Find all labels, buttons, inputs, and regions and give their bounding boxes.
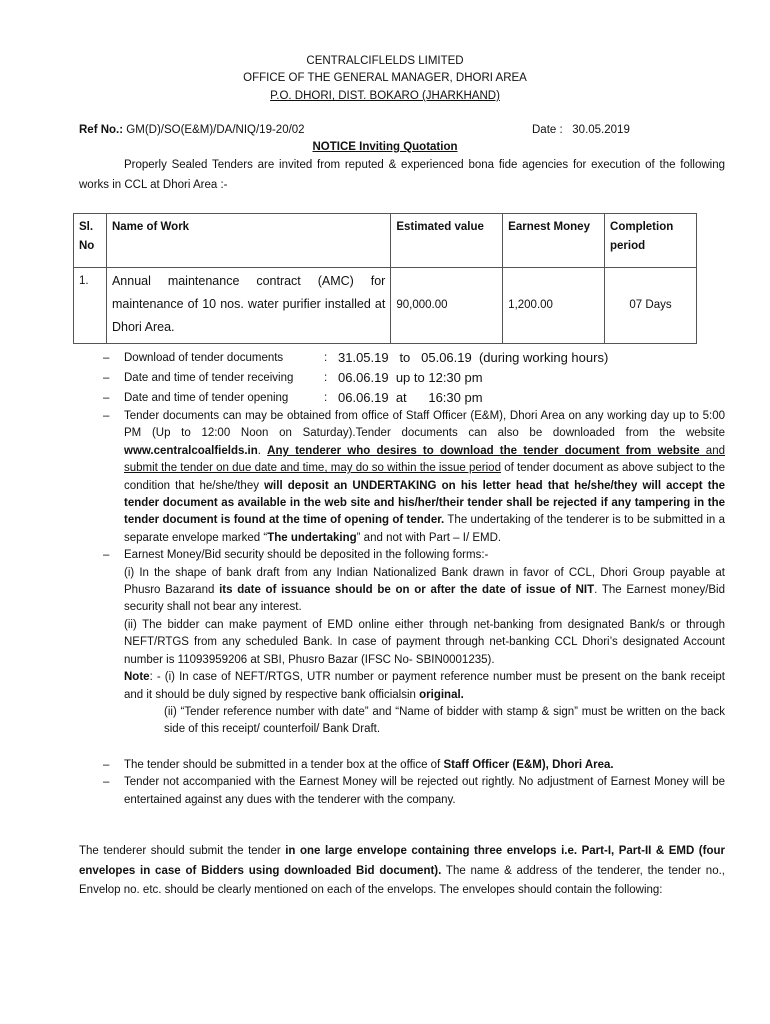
submission-text: The tender should be submitted in a tender box at the office of <box>124 758 444 771</box>
works-table <box>73 213 697 344</box>
office-name: OFFICE OF THE GENERAL MANAGER, DHORI AREA <box>243 72 527 84</box>
col-header-work: Name of Work <box>106 214 390 268</box>
cell-sl: 1. <box>74 268 107 344</box>
ref-value: GM(D)/SO(E&M)/DA/NIQ/19-20/02 <box>126 124 305 136</box>
note-1-text: : - (i) In case of NEFT/RTGS, UTR number or payment reference number must be present on the bank receipt and it should be duly signed by respective bank officialsin <box>124 671 725 701</box>
notice-title: NOTICE Inviting Quotation <box>312 141 458 153</box>
office-address-line <box>0 88 770 105</box>
date-label: Date : <box>532 124 563 136</box>
schedule-value: 31.05.19 to 05.06.19 (during working hours) <box>338 350 609 365</box>
website-link[interactable]: www.centralcoalfields.in <box>124 444 258 457</box>
notice-date <box>532 122 630 139</box>
note-label: Note <box>124 671 150 684</box>
cell-completion: 07 Days <box>605 268 697 344</box>
emd-option-1-bold: its date of issuance should be on or after the date of issue of NIT <box>219 584 595 597</box>
company-name: CENTRALCIFLELDS LIMITED <box>306 55 464 67</box>
dash-bullet: – <box>103 372 110 384</box>
ref-label: Ref No.: <box>79 124 124 136</box>
emd-option-1 <box>124 565 725 617</box>
col-header-sl: Sl. No <box>74 214 107 268</box>
list-item <box>103 348 725 368</box>
download-condition-cont: and submit the tender on due date and time, may do so within the issue period <box>124 444 725 475</box>
cell-earnest: 1,200.00 <box>503 268 605 344</box>
tender-docs-text: . <box>257 444 268 457</box>
schedule-value: 06.06.19 at 16:30 pm <box>338 390 483 405</box>
tender-docs-item <box>103 408 725 547</box>
list-item <box>103 368 725 388</box>
undertaking-label: The undertaking <box>267 531 357 544</box>
schedule-label: Download of tender documents <box>124 352 284 364</box>
schedule-label: Date and time of tender receiving <box>124 372 294 384</box>
tender-docs-text: ” and not with Part – I/ EMD. <box>356 531 502 544</box>
emd-option-1-tail: . The Earnest money/Bid security shall not bear any interest. <box>124 584 726 614</box>
ref-number <box>79 122 305 139</box>
notice-title-line <box>0 139 770 156</box>
emd-note-1 <box>124 669 725 704</box>
rejection-text: Tender not accompanied with the Earnest Money will be rejected out rightly. No adjustment of Earnest Money will be entertained against any dues with the tenderer with the company. <box>124 776 725 806</box>
dash-bullet: – <box>103 410 110 422</box>
dash-bullet: – <box>103 392 110 404</box>
col-header-earnest: Earnest Money <box>503 214 605 268</box>
intro-paragraph: Properly Sealed Tenders are invited from reputed & experienced bona fide agencies for execution of the following works in CCL at Dhori Area :- <box>79 159 725 191</box>
final-text: The tenderer should submit the tender <box>79 845 286 857</box>
submission-office: Staff Officer (E&M), Dhori Area. <box>443 758 614 771</box>
emd-option-2: (ii) The bidder can make payment of EMD online either through net-banking from designated Bank/s or through NEFT/RTGS from any scheduled Bank. In case of payment through net-banking CCL Dhori’s designated Account number is 11093959206 at SBI, Phusro Bazar (IFSC No- SBIN0001235). <box>124 618 725 666</box>
col-header-estimated: Estimated value <box>391 214 503 268</box>
undertaking-condition: will deposit an UNDERTAKING on his letter head that he/she/they will accept the tender document as available in the web site and his/her/their tender shall be rejected if any tampering in the tender document is found at the time of opening of tender. <box>124 479 725 527</box>
emd-option-1-text: (i) In the shape of bank draft from any Indian Nationalized Bank drawn in favor of CCL, Dhori Group payable at Phusro Bazarand <box>124 566 725 597</box>
cell-work: Annual maintenance contract (AMC) for maintenance of 10 nos. water purifier installed at Dhori Area. <box>106 268 390 344</box>
final-paragraph <box>79 842 725 901</box>
date-value: 30.05.2019 <box>572 124 630 136</box>
tender-docs-text: The undertaking of the tenderer is to be submitted in a separate envelope marked “ <box>124 514 726 544</box>
schedule-value: 06.06.19 up to 12:30 pm <box>338 370 483 385</box>
office-address: P.O. DHORI, DIST. BOKARO (JHARKHAND) <box>270 90 500 102</box>
tender-docs-text: Tender documents can may be obtained from office of Staff Officer (E&M), Dhori Area on any working day up to 5:00 PM (Up to 12:00 Noon on Saturday).Tender documents can also be downloaded from the website <box>124 410 725 440</box>
download-condition: Any tenderer who desires to download the tender document from website <box>267 444 700 457</box>
list-item <box>103 388 725 408</box>
dash-bullet: – <box>103 352 110 364</box>
table-header-row <box>74 214 697 268</box>
tender-docs-text: of tender document as above subject to the condition that he/she/they <box>124 462 725 492</box>
final-envelopes: in one large envelope containing three envelops i.e. Part-I, Part-II & EMD (four envelopes in case of Bidders using downloaded Bid document). <box>79 845 725 877</box>
dash-bullet: – <box>103 758 110 771</box>
dash-bullet: – <box>103 549 110 562</box>
schedule-sep: : <box>324 352 328 364</box>
emd-item <box>103 547 725 738</box>
note-1-bold: original. <box>419 688 464 701</box>
submission-item <box>103 757 725 774</box>
final-text-tail: The name & address of the tenderer, the tender no., Envelop no. etc. should be clearly mentioned on each of the envelops. The envelopes should contain the following: <box>79 864 725 896</box>
schedule-label: Date and time of tender opening <box>124 392 289 404</box>
dash-bullet: – <box>103 776 110 789</box>
schedule-sep: : <box>324 392 328 404</box>
schedule-sep: : <box>324 372 328 384</box>
cell-estimated: 90,000.00 <box>391 268 503 344</box>
emd-intro: Earnest Money/Bid security should be deposited in the following forms:- <box>124 549 489 562</box>
table-row <box>74 268 697 344</box>
rejection-item <box>103 774 725 809</box>
emd-note-2: (ii) “Tender reference number with date” and “Name of bidder with stamp & sign” must be written on the back side of this receipt/ counterfoil/ Bank Draft. <box>164 705 725 736</box>
col-header-completion: Completion period <box>605 214 697 268</box>
schedule-list <box>103 348 725 809</box>
